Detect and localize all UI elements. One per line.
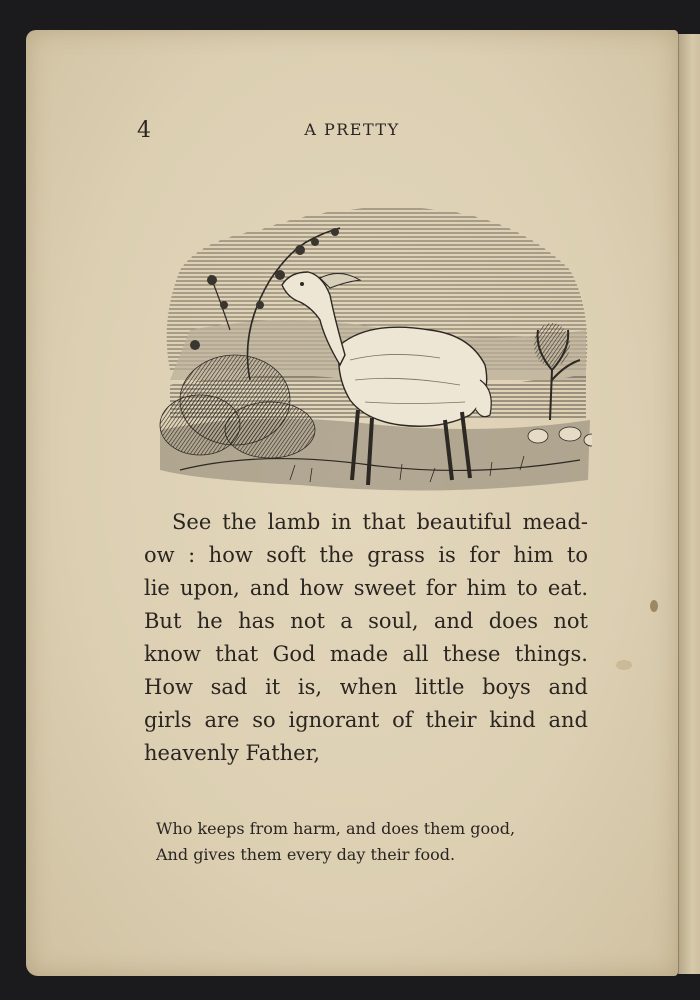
body-line: ow : how soft the grass is for him to [144,543,588,567]
page-number: 4 [137,118,151,143]
running-head: A PRETTY [304,120,400,139]
body-line: But he has not a soul, and does not [144,609,588,633]
adjacent-page-edge [678,34,700,974]
verse [156,816,515,868]
verse-line: And gives them every day their food. [156,845,456,864]
paper-stain [650,600,658,612]
lamb-illustration [140,180,592,492]
body-line: lie upon, and how sweet for him to eat. [144,576,588,600]
body-line: See the lamb in that beautiful mead- [172,510,588,534]
paper-stain [616,660,632,670]
body-line: girls are so ignorant of their kind and [144,708,588,732]
verse-line: Who keeps from harm, and does them good, [156,819,516,838]
body-line: heavenly Father, [144,741,321,765]
body-paragraph [144,506,588,770]
body-line: know that God made all these things. [144,642,588,666]
book-page [26,30,678,976]
body-line: How sad it is, when little boys and [144,675,588,699]
